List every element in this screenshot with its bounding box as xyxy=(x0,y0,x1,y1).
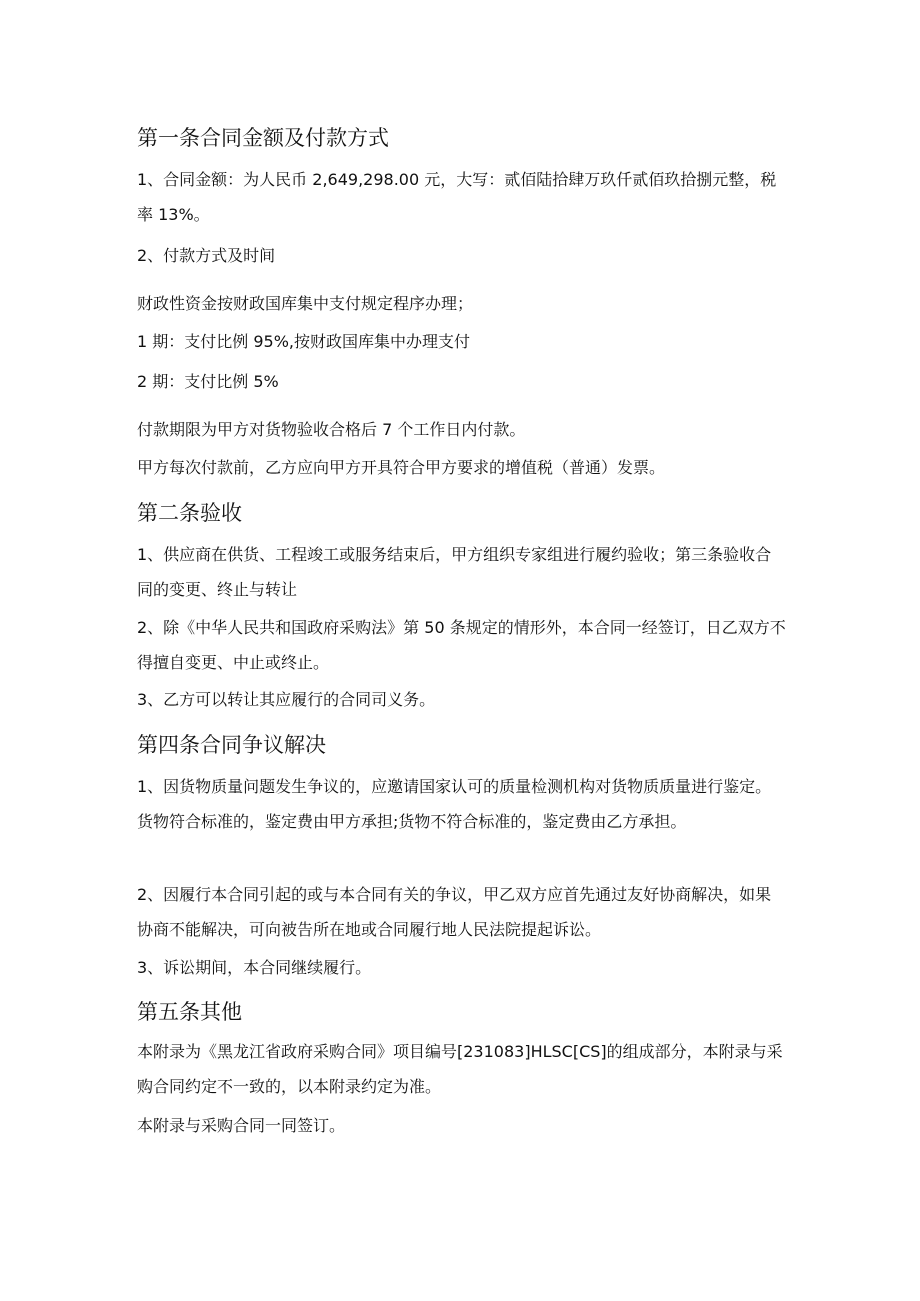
section-5-paragraph-2: 本附录与采购合同一同签订。 xyxy=(137,1116,346,1135)
section-2-paragraph-2: 2、除《中华人民共和国政府采购法》第 50 条规定的情形外，本合同一经签订，日乙双方不得擅自变更、中止或终止。 xyxy=(137,618,786,672)
section-5-heading: 第五条其他 xyxy=(137,1000,242,1024)
section-2-paragraph-1: 1、供应商在供货、工程竣工或服务结束后，甲方组织专家组进行履约验收；第三条验收合同的变更、终止与转让 xyxy=(137,545,772,599)
section-2-paragraph-3: 3、乙方可以转让其应履行的合同司义务。 xyxy=(137,690,436,709)
section-1-paragraph-2: 2、付款方式及时间 xyxy=(137,246,276,265)
section-4-paragraph-3: 3、诉讼期间，本合同继续履行。 xyxy=(137,958,372,977)
section-1-paragraph-6: 付款期限为甲方对货物验收合格后 7 个工作日内付款。 xyxy=(137,420,526,439)
section-2-heading: 第二条验收 xyxy=(137,501,242,525)
section-5-paragraph-1: 本附录为《黑龙江省政府采购合同》项目编号[231083]HLSC[CS]的组成部分，本附录与采购合同约定不一致的，以本附录约定为准。 xyxy=(137,1042,783,1096)
section-4-paragraph-1: 1、因货物质量问题发生争议的，应邀请国家认可的质量检测机构对货物质质量进行鉴定。货物符合标准的，鉴定费由甲方承担;货物不符合标准的，鉴定费由乙方承担。 xyxy=(137,777,772,831)
section-1-paragraph-4: 1 期：支付比例 95%,按财政国库集中办理支付 xyxy=(137,332,471,351)
section-1-paragraph-5: 2 期：支付比例 5% xyxy=(137,372,279,391)
section-1-paragraph-3: 财政性资金按财政国库集中支付规定程序办理； xyxy=(137,294,474,313)
section-1-paragraph-7: 甲方每次付款前，乙方应向甲方开具符合甲方要求的增值税（普通）发票。 xyxy=(137,458,666,477)
section-4-paragraph-2: 2、因履行本合同引起的或与本合同有关的争议，甲乙双方应首先通过友好协商解决，如果协商不能解决，可向被告所在地或合同履行地人民法院提起诉讼。 xyxy=(137,885,772,939)
section-1-paragraph-1: 1、合同金额：为人民币 2,649,298.00 元，大写：贰佰陆拾肆万玖仟贰佰玖拾捌元整，税率 13%。 xyxy=(137,170,777,224)
section-1-heading: 第一条合同金额及付款方式 xyxy=(137,126,389,150)
section-4-heading: 第四条合同争议解决 xyxy=(137,733,326,757)
